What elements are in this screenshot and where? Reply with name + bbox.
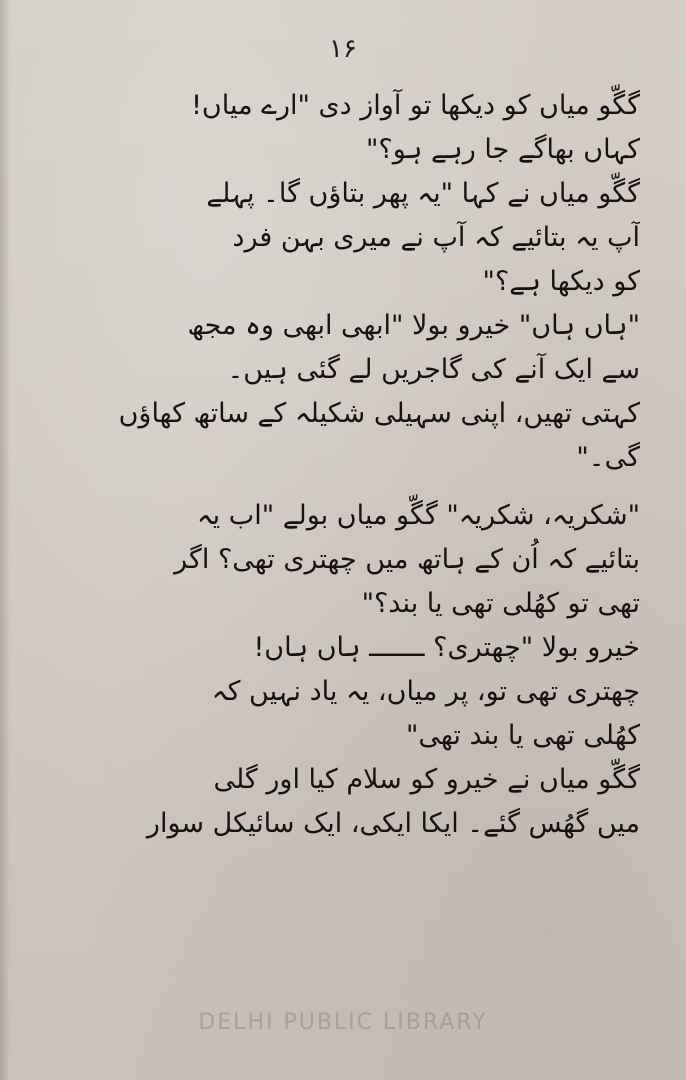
text-line-11: بتائیے کہ اُن کے ہاتھ میں چھتری تھی؟ اگر bbox=[174, 544, 640, 575]
text-line-17: میں گھُس گئے۔ ایکا ایکی، ایک سائیکل سوار bbox=[146, 808, 640, 839]
text-line-7: سے ایک آنے کی گاجریں لے گئی ہیں۔ bbox=[227, 354, 640, 385]
urdu-text-block bbox=[40, 84, 640, 846]
text-line-4: آپ یہ بتائیے کہ آپ نے میری بہن فرد bbox=[232, 222, 640, 253]
text-line-12: تھی تو کھُلی تھی یا بند؟" bbox=[361, 588, 640, 619]
text-line-9: گی۔" bbox=[576, 442, 640, 473]
text-line-1: گگّو میاں کو دیکھا تو آواز دی "ارے میاں! bbox=[191, 90, 640, 121]
text-line-3: گگّو میاں نے کہا "یہ پھر بتاؤں گا۔ پہلے bbox=[206, 178, 640, 209]
text-line-6: "ہاں ہاں" خیرو بولا "ابھی ابھی وہ مجھ bbox=[187, 310, 640, 341]
page-binding-shadow bbox=[0, 0, 10, 1080]
text-line-13: خیرو بولا "چھتری؟ ـــــــ ہاں ہاں! bbox=[253, 632, 640, 663]
text-line-15: کھُلی تھی یا بند تھی" bbox=[406, 720, 640, 751]
text-line-8: کہتی تھیں، اپنی سہیلی شکیلہ کے ساتھ کھاؤں bbox=[118, 398, 640, 429]
text-line-16: گگّو میاں نے خیرو کو سلام کیا اور گلی bbox=[213, 764, 640, 795]
library-stamp: DELHI PUBLIC LIBRARY bbox=[198, 1010, 488, 1035]
page-number: ۱۶ bbox=[329, 34, 357, 64]
text-line-10: "شکریہ، شکریہ" گگّو میاں بولے "اب یہ bbox=[196, 500, 640, 531]
text-line-14: چھتری تھی تو، پر میاں، یہ یاد نہیں کہ bbox=[211, 676, 640, 707]
text-line-2: کہاں بھاگے جا رہے ہو؟" bbox=[365, 134, 640, 165]
text-line-5: کو دیکھا ہے؟" bbox=[482, 266, 640, 297]
